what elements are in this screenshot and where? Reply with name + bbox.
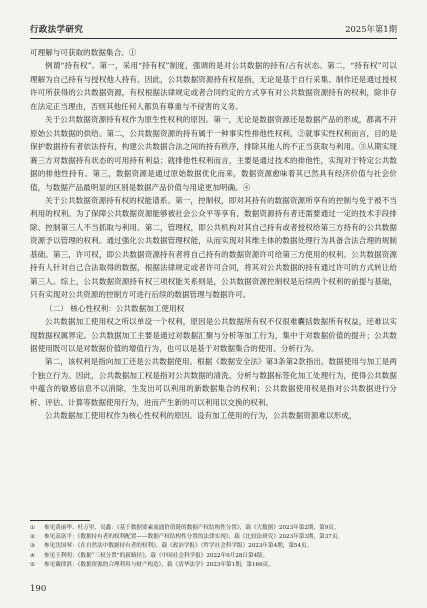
footnote [30,524,397,533]
paragraph: 例谓“持有权”。第一，采用“持有权”制度，强调的是对公共数据的持有/占有状态。第二，“持有权”可以理解为自己持有与授权他人持有。因此，公共数据资源持有权是指，无论是基于自行采集、制作还是通过授权许可所获得的公共数据资源，有权根据法律规定或者合同约定的方式享有对公共数据资源持有的权利，除非存在法定正当理由，否则其他任何人都负有尊重与不侵害的义务。 [30,61,397,111]
footnote-marker: ① [30,525,36,531]
footnote-marker: ⑤ [30,561,36,568]
journal-title: 行政法学研究 [30,24,84,34]
footnote-rule [30,520,90,521]
footnote [30,561,397,570]
paragraph: 关于公共数据资源持有权的权能谱系。第一，控制权，即对其持有的数据资源所享有的控制与免于被不当利用的权利。为了保障公共数据资源能够被社会公众平等享有，数据资源持有者还需要通过一定的技术手段排除、控制第三人不当抓取与利用。第二，管理权，即公共机构对其自己持有或者授权给第三方持有的公共数据资源予以管理的权利。通过强化公共数据管理权能，从而实现对其维主体的数据处理行为具备合法合理的规制基础。第三，许可权，即公共数据资源持有者将自己持有的数据资源许可给第三方使用的权利。公共数据资源持有人针对自己合法取得的数据，根据法律规定或者许可合同，将其对公共数据的持有通过许可的方式转让给第三人。综上，公共数据资源持有权三项权能关系则是，公共数据资源控制权是后续两个权利的前提与基础，只有实现对公共资源的控制方可进行后续的数据管理与数据许可。 [30,195,397,300]
footnote-text: 参见王利明：《数据“三权分置”的新路径》，载《中国社会科学报》2022年9月28日第4版。 [44,552,269,559]
article-body [30,46,397,423]
footnote-text: 参见戴律淇：《数据资源的合理利用与财产构造》，载《清华法学》2023年第1期，第166页。 [44,561,274,568]
section-title: 核心性权利：公共数据加工使用权 [70,303,185,313]
footnotes [30,520,397,570]
paragraph: 公共数据加工使用权作为核心性权利的原因。设有加工使用的行为，公共数据资源难以形成， [45,411,357,421]
paragraph: 第二，该权利是指向加工还是公共数据使用。根据《数据安全法》第3条第2款指出，数据使用与加工是两个独立行为。因此，公共数据加工权是指对公共数据的清洗、分析与数据标签化加工处理行为，使得公共数据中蕴含的敏感信息不以消除，生发出可以利用的新数据集合的权利；公共数据使用权是指对公共数据进行分析、评估、计算等数据使用行为，进而产生新的可以利用以交换的权利。 [30,357,397,407]
footnote-marker: ④ [30,552,36,559]
footnote [30,542,397,551]
section-number: （二） [45,303,68,313]
running-header [30,22,397,39]
paragraph: 可理解与可获取的数据集合。① [30,48,137,57]
footnote [30,552,397,561]
footnote-text: 参见黄丽华、杜万里、吴鑫：《基于数据要素流通价值链的数据产权结构性分置》，载《大数据》2023年第2期，第9页。 [44,525,340,531]
footnote-marker: ③ [30,543,36,550]
footnote-text: 参见高富平：《数据持有者的权利配置——数据产权结构性分置的法律实现》，载《比较法研究》2023年第3期，第37页。 [44,534,344,541]
footnote [30,533,397,542]
section-heading [30,302,397,315]
issue-label: 2025年第1期 [345,24,397,34]
footnote-marker: ② [30,534,36,541]
paragraph: 关于公共数据资源持有权作为原生性权利的原因。第一，无论是数据资源还是数据产品的形成，都离不开原始公共数据的供给。第二，公共数据资源的持有属于一种事实性排他性权利，②就事实性权利而言，目的是保护数据持有者依法持有，构建公共数据合法之间的持有秩序，排除其他人的不正当获取与利用。③从期实现赛三方对数据持有状态的可用持有利益；就排他性权利而言，主要是通过技术的排他性，实现对于特定公共数据的排他性持有。第三，数据资源是通过原始数据优化而来，数据资源愈味着其已然具有经济价值与社会价值，与数据产品最明显的区别是数据产品价值与用途更加明确。④ [30,115,397,192]
paragraph: 公共数据加工使用权之所以单设一个权利，原因是公共数据所有权不仅很难囊括数据所有权益，还难以实现数据权属界定。公共数据加工主要是通过对数据汇聚与分析等加工行为，集中于对数据价值的提升；公共数据使用既可以是对数据价值的增值行为，也可以是基于对数据集合的使用、分析行为。 [30,317,397,353]
page-number: 190 [30,584,47,594]
footnote-text: 参见沈国琴：《在自然法中数据持有者的权利》，载《政治学报》（哲学社会科学版）2023年第4期，第54页。 [44,543,313,550]
